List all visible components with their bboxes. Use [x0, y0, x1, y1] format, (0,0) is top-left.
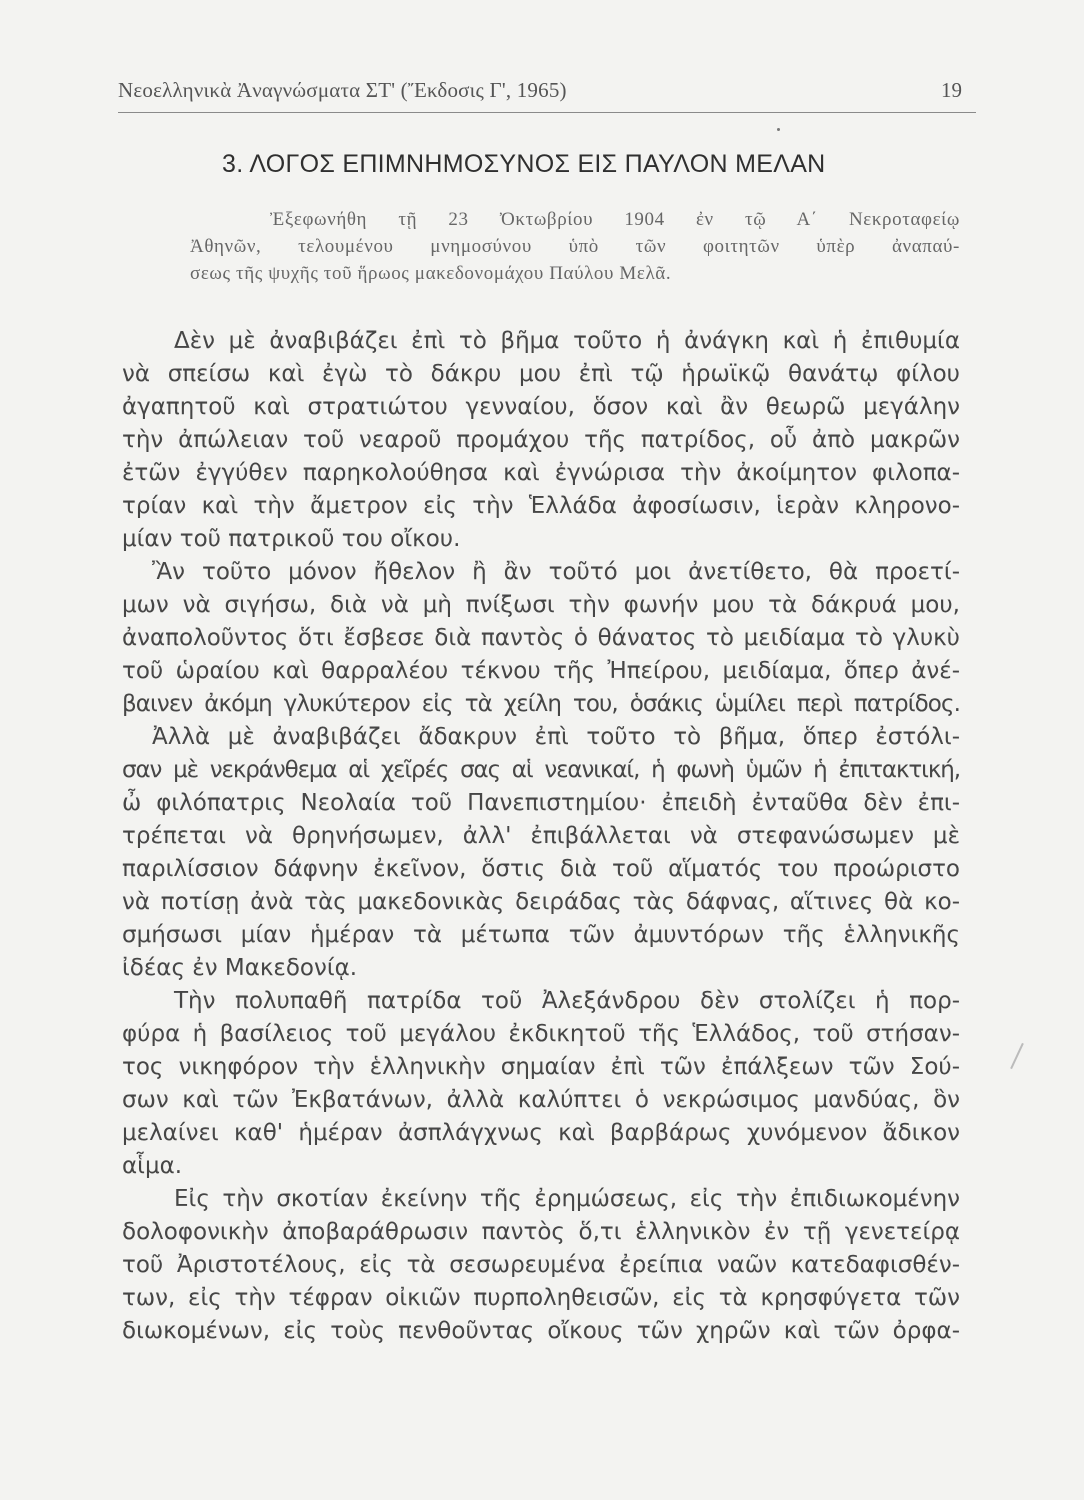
text-line: μελαίνει καθ' ἡμέραν ἀσπλάγχνως καὶ βαρβάρως χυνόμενον ἄδικον [122, 1120, 960, 1146]
text-line: Δὲν μὲ ἀναβιβάζει ἐπὶ τὸ βῆμα τοῦτο ἡ ἀνάγκη καὶ ἡ ἐπιθυμία [174, 328, 960, 354]
page-number: 19 [941, 78, 962, 102]
subtitle-line: σεως τῆς ψυχῆς τοῦ ἥρωος μακεδονομάχου Παύλου Μελᾶ. [190, 263, 672, 284]
text-line: σων καὶ τῶν Ἐκβατάνων, ἀλλὰ καλύπτει ὁ νεκρώσιμος μανδύας, ὃν [122, 1087, 960, 1113]
text-line: φύρα ἡ βασίλειος τοῦ μεγάλου ἐκδικητοῦ τῆς Ἑλλάδος, τοῦ στήσαν- [122, 1021, 960, 1047]
text-line: βαινεν ἀκόμη γλυκύτερον εἰς τὰ χείλη του, ὁσάκις ὡμίλει περὶ πατρίδος. [122, 691, 960, 717]
text-line: δολοφονικὴν ἀποβαράθρωσιν παντὸς ὅ,τι ἑλληνικὸν ἐν τῇ γενετείρᾳ [122, 1219, 960, 1245]
text-line: τρέπεται νὰ θρηνήσωμεν, ἀλλ' ἐπιβάλλεται νὰ στεφανώσωμεν μὲ [122, 823, 960, 849]
text-line: αἷμα. [122, 1153, 183, 1179]
text-line: Εἰς τὴν σκοτίαν ἐκείνην τῆς ἐρημώσεως, εἰς τὴν ἐπιδιωκομένην [174, 1186, 960, 1212]
text-line: μων νὰ σιγήσω, διὰ νὰ μὴ πνίξωσι τὴν φωνήν μου τὰ δάκρυά μου, [122, 592, 960, 618]
subtitle-note [190, 206, 960, 287]
subtitle-line: Ἀθηνῶν, τελουμένου μνημοσύνου ὑπὸ τῶν φοιτητῶν ὑπὲρ ἀναπαύ- [190, 236, 960, 257]
text-line: νὰ σπείσω καὶ ἐγὼ τὸ δάκρυ μου ἐπὶ τῷ ἡρωϊκῷ θανάτῳ φίλου [122, 361, 960, 387]
text-line: ἀναπολοῦντος ὅτι ἔσβεσε διὰ παντὸς ὁ θάνατος τὸ μειδίαμα τὸ γλυκὺ [122, 625, 960, 651]
text-line: ἀγαπητοῦ καὶ στρατιώτου γενναίου, ὅσον καὶ ἂν θεωρῶ μεγάλην [122, 394, 960, 420]
text-line: ἐτῶν ἐγγύθεν παρηκολούθησα καὶ ἐγνώρισα τὴν ἀκοίμητον φιλοπα- [122, 460, 960, 486]
text-line: Τὴν πολυπαθῆ πατρίδα τοῦ Ἀλεξάνδρου δὲν στολίζει ἡ πορ- [174, 988, 960, 1014]
text-line: μίαν τοῦ πατρικοῦ του οἴκου. [122, 526, 461, 552]
text-line: τρίαν καὶ τὴν ἄμετρον εἰς τὴν Ἑλλάδα ἀφοσίωσιν, ἱερὰν κληρονο- [122, 493, 960, 519]
text-line: νὰ ποτίσῃ ἀνὰ τὰς μακεδονικὰς δειράδας τὰς δάφνας, αἵτινες θὰ κο- [122, 889, 960, 915]
text-line: σαν μὲ νεκράνθεμα αἱ χεῖρές σας αἱ νεανικαί, ἡ φωνὴ ὑμῶν ἡ ἐπιτακτική, [122, 757, 960, 783]
text-line: τοῦ Ἀριστοτέλους, εἰς τὰ σεσωρευμένα ἐρείπια ναῶν κατεδαφισθέν- [122, 1252, 960, 1278]
text-line: Ἂν τοῦτο μόνον ἤθελον ἢ ἂν τοῦτό μοι ἀνετίθετο, θὰ προετί- [152, 559, 960, 585]
text-line: τος νικηφόρον τὴν ἑλληνικὴν σημαίαν ἐπὶ τῶν ἐπάλξεων τῶν Σού- [122, 1054, 960, 1080]
text-line: τὴν ἀπώλειαν τοῦ νεαροῦ προμάχου τῆς πατρίδος, οὗ ἀπὸ μακρῶν [122, 427, 960, 453]
section-title: 3. ΛΟΓΟΣ ΕΠΙΜΝΗΜΟΣΥΝΟΣ ΕΙΣ ΠΑΥΛΟΝ ΜΕΛΑΝ [222, 150, 826, 178]
text-line: διωκομένων, εἰς τοὺς πενθοῦντας οἴκους τῶν χηρῶν καὶ τῶν ὀρφα- [122, 1318, 960, 1344]
text-line: ἰδέας ἐν Μακεδονίᾳ. [122, 955, 358, 981]
text-line: παριλίσσιον δάφνην ἐκεῖνον, ὅστις διὰ τοῦ αἵματός του προώριστο [122, 856, 960, 882]
subtitle-line: Ἐξεφωνήθη τῇ 23 Ὀκτωβρίου 1904 ἐν τῷ Α΄ Νεκροταφείῳ [270, 209, 960, 230]
margin-mark [1010, 1043, 1024, 1069]
text-line: Ἀλλὰ μὲ ἀναβιβάζει ἄδακρυν ἐπὶ τοῦτο τὸ βῆμα, ὅπερ ἐστόλι- [152, 724, 960, 750]
running-title: Νεοελληνικὰ Ἀναγνώσματα ΣΤ' (Ἔκδοσις Γ', 1965) [118, 78, 567, 102]
text-line: ὦ φιλόπατρις Νεολαία τοῦ Πανεπιστημίου· ἐπειδὴ ἐνταῦθα δὲν ἐπι- [122, 790, 960, 816]
running-header [118, 72, 976, 113]
print-speck [777, 128, 780, 131]
text-line: των, εἰς τὴν τέφραν οἰκιῶν πυρποληθεισῶν, εἰς τὰ κρησφύγετα τῶν [122, 1285, 960, 1311]
body-text [122, 325, 960, 1348]
text-line: σμήσωσι μίαν ἡμέραν τὰ μέτωπα τῶν ἀμυντόρων τῆς ἑλληνικῆς [122, 922, 960, 948]
text-line: τοῦ ὡραίου καὶ θαρραλέου τέκνου τῆς Ἠπείρου, μειδίαμα, ὅπερ ἀνέ- [122, 658, 960, 684]
